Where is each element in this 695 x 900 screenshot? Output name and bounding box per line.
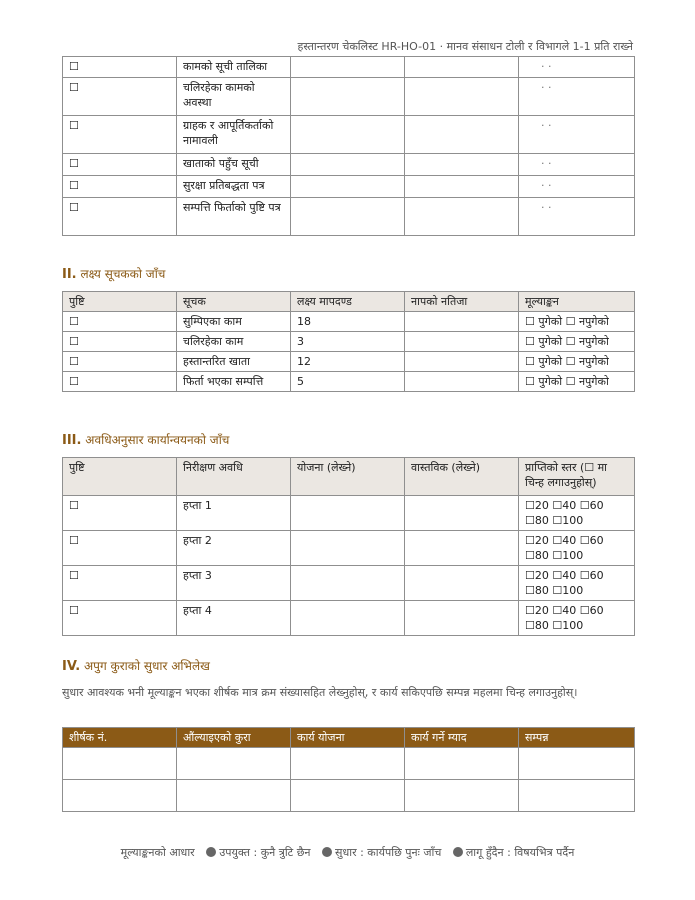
section-heading: अपुग कुराको सुधार अभिलेख [84,659,210,673]
checkbox[interactable]: ☐ [63,57,177,78]
empty-cell[interactable] [405,116,519,154]
empty-cell[interactable] [405,780,519,812]
bullet-icon [453,847,463,857]
checkbox[interactable]: ☐ [63,601,177,636]
period-implementation-table [62,457,635,636]
result-cell[interactable] [405,352,519,372]
column-header: वास्तविक (लेख्ने) [405,458,519,496]
level-line[interactable]: ☐20 ☐40 ☐60 [525,499,604,512]
period: हप्ता 1 [177,496,291,531]
empty-cell[interactable] [291,176,405,198]
checkbox[interactable]: ☐ [63,352,177,372]
table-row [63,332,635,352]
column-header: योजना (लेख्ने) [291,458,405,496]
column-header: कार्य योजना [291,728,405,748]
column-header: सम्पन्न [519,728,635,748]
plan-cell[interactable] [291,496,405,531]
level-line[interactable]: ☐20 ☐40 ☐60 [525,604,604,617]
table-row [63,566,635,601]
checkbox[interactable]: ☐ [63,332,177,352]
target-value: 12 [291,352,405,372]
section-4-title [62,657,210,674]
evaluation-options[interactable]: ☐ पुगेको ☐ नपुगेको [519,372,635,392]
bullet-icon [206,847,216,857]
level-line[interactable]: ☐20 ☐40 ☐60 [525,534,604,547]
plan-cell[interactable] [291,566,405,601]
period: हप्ता 2 [177,531,291,566]
column-header: नापको नतिजा [405,292,519,312]
dots: · · [519,57,635,78]
legend-item: लागू हुँदैन : विषयभित्र पर्दैन [465,846,575,859]
empty-cell[interactable] [63,780,177,812]
checkbox[interactable]: ☐ [63,78,177,116]
result-cell[interactable] [405,372,519,392]
empty-cell[interactable] [405,198,519,236]
table-row [63,57,635,78]
table-row [63,116,635,154]
empty-cell[interactable] [291,116,405,154]
table-row [63,352,635,372]
document-header: हस्तान्तरण चेकलिस्ट HR-HO-01 · मानव संसाधन टोली र विभागले 1-1 प्रति राख्ने [297,40,633,53]
empty-cell[interactable] [291,154,405,176]
document-item: ग्राहक र आपूर्तिकर्ताको नामावली [177,116,291,154]
document-item: सुरक्षा प्रतिबद्धता पत्र [177,176,291,198]
column-header: निरीक्षण अवधि [177,458,291,496]
section-heading: अवधिअनुसार कार्यान्वयनको जाँच [85,433,230,447]
level-options[interactable] [519,496,635,531]
evaluation-legend [0,845,695,860]
section-number: II. [62,267,77,282]
column-header: कार्य गर्ने म्याद [405,728,519,748]
column-header: शीर्षक नं. [63,728,177,748]
legend-item: उपयुक्त : कुनै त्रुटि छैन [219,846,311,859]
checkbox[interactable]: ☐ [63,198,177,236]
checkbox[interactable]: ☐ [63,531,177,566]
document-item: खाताको पहुँच सूची [177,154,291,176]
table-header-row [63,728,635,748]
indicator: हस्तान्तरित खाता [177,352,291,372]
table-row [63,496,635,531]
level-options[interactable] [519,566,635,601]
section-number: III. [62,433,82,448]
document-item: कामको सूची तालिका [177,57,291,78]
document-checklist-table [62,56,635,236]
target-value: 18 [291,312,405,332]
result-cell[interactable] [405,332,519,352]
section-3-title [62,431,229,448]
empty-cell[interactable] [291,57,405,78]
empty-cell[interactable] [291,198,405,236]
empty-cell[interactable] [291,780,405,812]
empty-cell[interactable] [405,176,519,198]
empty-cell[interactable] [291,78,405,116]
period: हप्ता 4 [177,601,291,636]
target-value: 3 [291,332,405,352]
column-header: सूचक [177,292,291,312]
column-header: लक्ष्य मापदण्ड [291,292,405,312]
table-row [63,154,635,176]
checkbox[interactable]: ☐ [63,566,177,601]
plan-cell[interactable] [291,531,405,566]
table-row [63,748,635,780]
column-header: औंल्याइएको कुरा [177,728,291,748]
indicator: सुम्पिएका काम [177,312,291,332]
result-cell[interactable] [405,312,519,332]
empty-cell[interactable] [519,748,635,780]
actual-cell[interactable] [405,531,519,566]
legend-item: सुधार : कार्यपछि पुनः जाँच [335,846,442,859]
empty-cell[interactable] [405,78,519,116]
table-row [63,312,635,332]
evaluation-options[interactable]: ☐ पुगेको ☐ नपुगेको [519,352,635,372]
table-header-row [63,458,635,496]
period: हप्ता 3 [177,566,291,601]
level-line[interactable]: ☐80 ☐100 [525,514,584,527]
column-header: पुष्टि [63,458,177,496]
indicator: फिर्ता भएका सम्पत्ति [177,372,291,392]
section-heading: लक्ष्य सूचकको जाँच [80,267,166,281]
dots: · · [519,116,635,154]
level-line[interactable]: ☐80 ☐100 [525,619,584,632]
column-header: मूल्याङ्कन [519,292,635,312]
actual-cell[interactable] [405,566,519,601]
level-line[interactable]: ☐80 ☐100 [525,584,584,597]
legend-label: मूल्याङ्कनको आधार [120,846,195,859]
evaluation-options[interactable]: ☐ पुगेको ☐ नपुगेको [519,312,635,332]
level-options[interactable] [519,601,635,636]
empty-cell[interactable] [177,780,291,812]
section-number: IV. [62,659,81,674]
section-2-title [62,265,165,282]
empty-cell[interactable] [291,748,405,780]
table-header-row [63,292,635,312]
column-header: प्राप्तिको स्तर (☐ मा चिन्ह लगाउनुहोस्) [519,458,635,496]
evaluation-options[interactable]: ☐ पुगेको ☐ नपुगेको [519,332,635,352]
checkbox[interactable]: ☐ [63,154,177,176]
column-header: पुष्टि [63,292,177,312]
correction-record-table [62,727,635,812]
level-line[interactable]: ☐80 ☐100 [525,549,584,562]
table-row [63,601,635,636]
target-indicator-table [62,291,635,392]
dots: · · [519,198,635,236]
checkbox[interactable]: ☐ [63,312,177,332]
empty-cell[interactable] [405,154,519,176]
level-options[interactable] [519,531,635,566]
table-row [63,531,635,566]
empty-cell[interactable] [519,780,635,812]
actual-cell[interactable] [405,496,519,531]
checkbox[interactable]: ☐ [63,176,177,198]
empty-cell[interactable] [405,57,519,78]
empty-cell[interactable] [177,748,291,780]
target-value: 5 [291,372,405,392]
dots: · · [519,78,635,116]
level-line[interactable]: ☐20 ☐40 ☐60 [525,569,604,582]
table-row [63,780,635,812]
empty-cell[interactable] [63,748,177,780]
bullet-icon [322,847,332,857]
dots: · · [519,176,635,198]
empty-cell[interactable] [405,748,519,780]
table-row [63,78,635,116]
checkbox[interactable]: ☐ [63,372,177,392]
document-item: सम्पत्ति फिर्ताको पुष्टि पत्र [177,198,291,236]
checkbox[interactable]: ☐ [63,116,177,154]
checkbox[interactable]: ☐ [63,496,177,531]
table-row [63,176,635,198]
instruction-note: सुधार आवश्यक भनी मूल्याङ्कन भएका शीर्षक मात्र क्रम संख्यासहित लेख्नुहोस्, र कार्य सकिएपछि सम्पन्न महलमा चिन्ह लगाउनुहोस्। [62,686,578,699]
plan-cell[interactable] [291,601,405,636]
indicator: चलिरहेका काम [177,332,291,352]
document-item: चलिरहेका कामको अवस्था [177,78,291,116]
table-row [63,372,635,392]
table-row [63,198,635,236]
actual-cell[interactable] [405,601,519,636]
dots: · · [519,154,635,176]
